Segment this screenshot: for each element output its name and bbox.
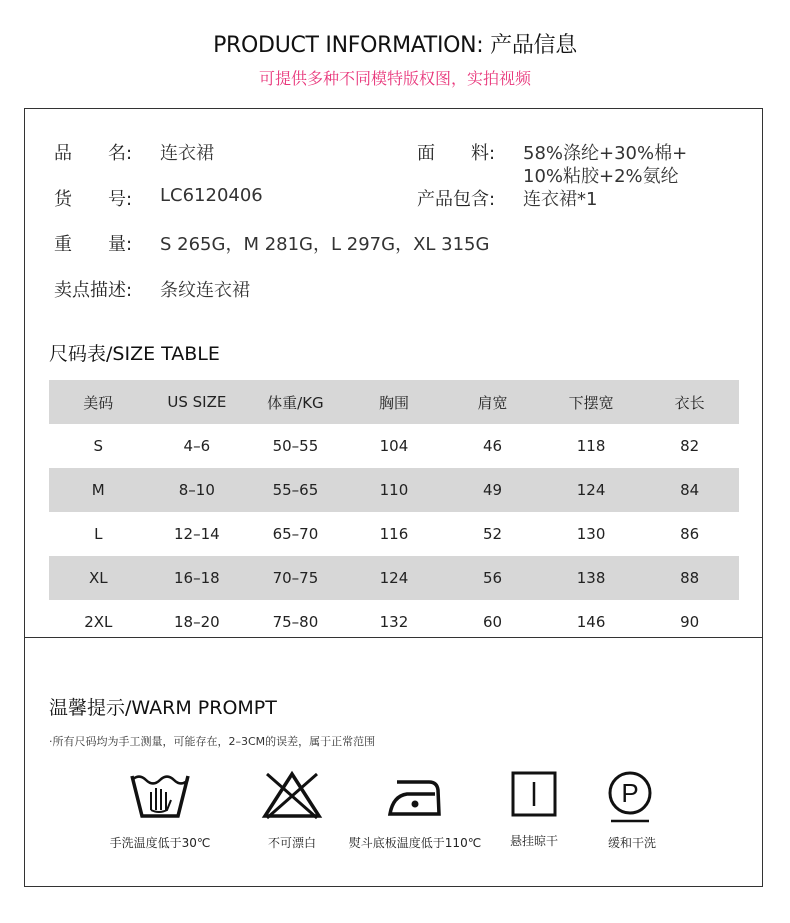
care-label: 手洗温度低于30℃ [109,836,211,850]
table-cell: 110 [379,481,409,499]
fabric-value-line1: 58%涤纶+30%棉+ [523,143,688,164]
table-cell: 55–65 [272,481,319,499]
table-cell: 4–6 [183,437,211,455]
table-cell: 46 [482,437,503,455]
warm-prompt-title: 温馨提示/WARM PROMPT [49,697,277,719]
care-item-hand-wash [100,770,220,851]
hand-wash-icon [129,770,191,820]
table-cell: 56 [482,569,503,587]
care-label: 悬挂晾干 [509,834,558,848]
table-cell: 2XL [84,613,113,631]
table-cell: 130 [576,525,606,543]
sku-label: 货 号: [54,189,133,210]
table-row [49,512,739,556]
size-table-title: 尺码表/SIZE TABLE [49,343,220,365]
selling-point-label: 卖点描述: [54,280,133,301]
table-cell: 88 [680,569,700,587]
measurement-note: ·所有尺码均为手工测量，可能存在，2–3CM的误差，属于正常范围 [49,735,376,748]
table-cell: 116 [379,525,409,543]
fabric-label: 面 料: [417,143,496,164]
table-cell: 146 [576,613,606,631]
gentle-dry-clean-icon [605,770,659,824]
table-cell: 12–14 [174,525,220,543]
table-cell: XL [88,569,108,587]
table-row [49,424,739,468]
table-cell: 60 [482,613,503,631]
table-cell: 52 [482,525,503,543]
iron-low-icon [387,770,443,820]
table-cell: 8–10 [178,481,215,499]
page-title: PRODUCT INFORMATION: 产品信息 [213,33,577,58]
table-header-cell: 体重/KG [267,393,324,412]
line-dry-icon [510,770,558,818]
name-label: 品 名: [54,143,133,164]
table-cell: 138 [576,569,606,587]
table-cell: 65–70 [272,525,319,543]
table-cell: 70–75 [272,569,319,587]
table-cell: 75–80 [272,613,319,631]
care-item-iron [340,770,490,851]
care-label: 不可漂白 [267,836,316,850]
table-header-cell: 肩宽 [477,393,508,412]
table-header-row [49,380,739,424]
table-header-cell: 美码 [83,393,114,412]
care-item-dry-clean [572,770,692,851]
weight-value: S 265G，M 281G，L 297G，XL 315G [160,234,490,255]
table-cell: 84 [680,481,700,499]
table-cell: 124 [379,569,409,587]
weight-label: 重 量: [54,234,133,255]
name-value: 连衣裙 [160,143,214,164]
package-value: 连衣裙*1 [523,189,598,210]
table-header-cell: US SIZE [167,393,227,411]
table-row [49,556,739,600]
table-cell: 16–18 [174,569,220,587]
table-cell: 90 [680,613,700,631]
page-subtitle: 可提供多种不同模特版权图，实拍视频 [258,69,531,88]
selling-point-value: 条纹连衣裙 [160,280,250,301]
svg-text:P: P [621,778,639,808]
table-cell: 86 [680,525,700,543]
care-label: 缓和干洗 [607,836,656,850]
table-cell: 50–55 [272,437,319,455]
table-cell: 82 [680,437,700,455]
sku-value: LC6120406 [160,185,263,206]
table-cell: 118 [576,437,606,455]
table-row [49,468,739,512]
table-header-cell: 衣长 [674,393,705,412]
package-label: 产品包含: [417,189,496,210]
table-cell: 18–20 [174,613,220,631]
care-label: 熨斗底板温度低于110℃ [348,836,482,850]
table-cell: 132 [379,613,409,631]
table-cell: 104 [379,437,409,455]
table-cell: 49 [482,481,503,499]
no-bleach-icon [261,770,323,820]
table-header-cell: 胸围 [378,393,409,412]
fabric-value-line2: 10%粘胶+2%氨纶 [523,166,679,187]
table-cell: L [94,525,103,543]
size-table [49,380,739,644]
table-cell: M [91,481,105,499]
care-item-no-bleach [232,770,352,851]
table-row [49,600,739,644]
table-header-cell: 下摆宽 [568,393,614,412]
table-cell: S [93,437,104,455]
table-cell: 124 [576,481,606,499]
